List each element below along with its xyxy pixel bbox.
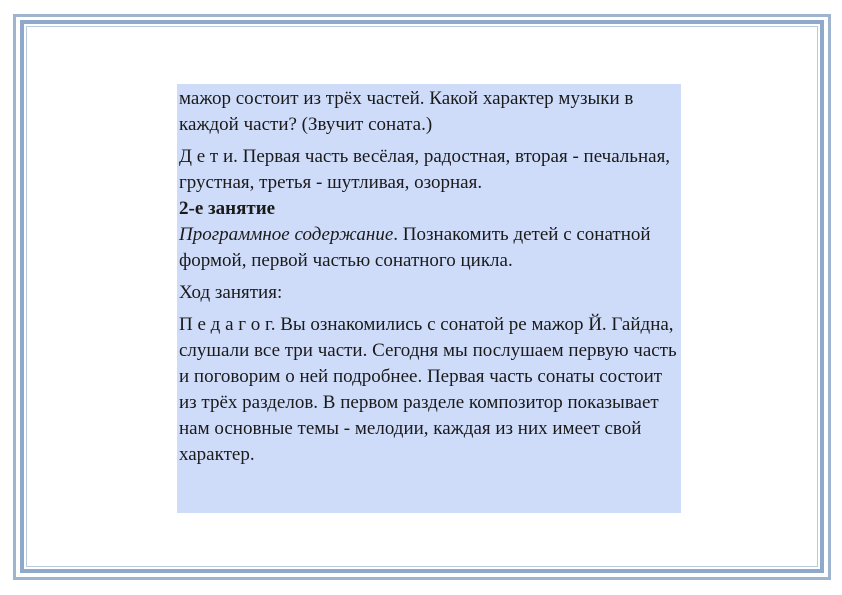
paragraph-teacher: П е д а г о г. Вы ознакомились с сонатой ре мажор Й. Гайдна, слушали все три части. Сегодня мы послушаем первую часть и поговорим о ней подробнее. Первая часть сонаты состоит из трёх разделов. В первом разделе композитор показывает нам основные темы - мелодии, каждая из них имеет свой характер. xyxy=(179,314,677,465)
paragraph-lesson-progress: Ход занятия: xyxy=(179,282,283,303)
program-content-text: . Познакомить детей с сонатной формой, первой частью сонатного цикла. xyxy=(179,224,651,271)
paragraph-children-answer: Д е т и. Первая часть весёлая, радостная, вторая - печальная, грустная, третья - шутливая, озорная. xyxy=(179,146,671,193)
paragraph-intro: мажор состоит из трёх частей. Какой характер музыки в каждой части? (Звучит соната.) xyxy=(179,88,634,135)
program-content-label: Программное содержание xyxy=(179,224,394,245)
paragraph-program-content xyxy=(179,222,679,274)
text-block xyxy=(177,84,681,513)
lesson-heading: 2-е занятие xyxy=(179,198,276,219)
